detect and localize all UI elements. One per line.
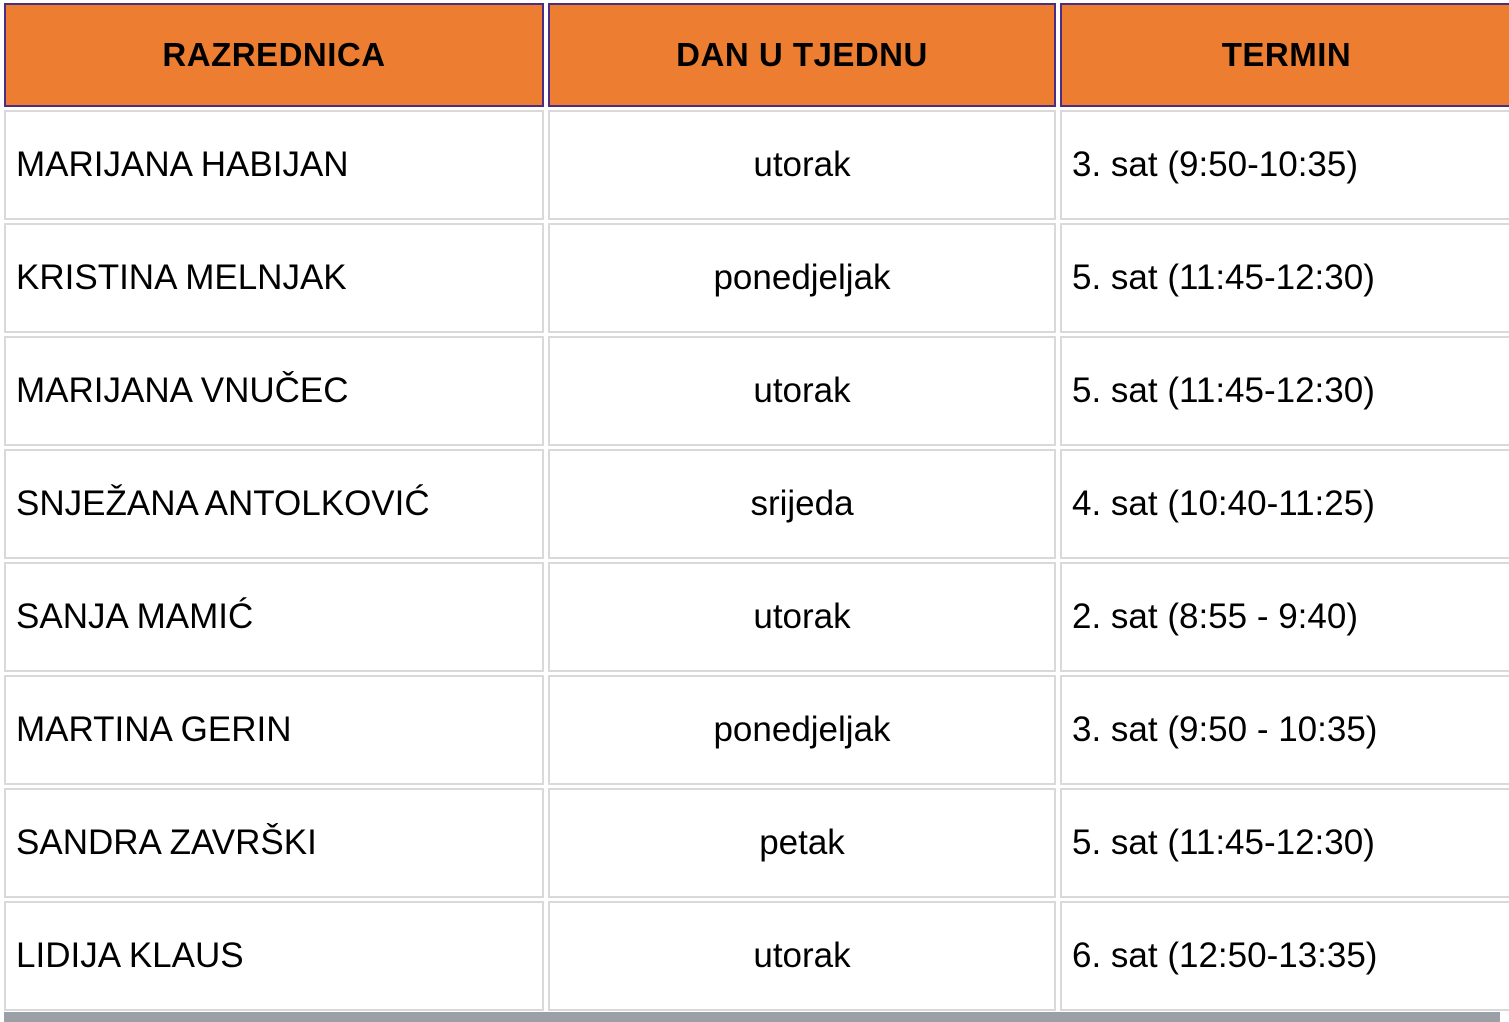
- table-body: [4, 110, 1509, 1011]
- table-row: [4, 223, 1509, 333]
- table-row: [4, 110, 1509, 220]
- cell-dan: ponedjeljak: [548, 675, 1056, 785]
- cell-razrednica: SANJA MAMIĆ: [4, 562, 544, 672]
- cell-dan: srijeda: [548, 449, 1056, 559]
- cell-termin: 2. sat (8:55 - 9:40): [1060, 562, 1509, 672]
- cell-termin: 3. sat (9:50 - 10:35): [1060, 675, 1509, 785]
- column-header-razrednica: RAZREDNICA: [4, 3, 544, 107]
- cell-termin: 5. sat (11:45-12:30): [1060, 223, 1509, 333]
- bottom-divider: [4, 1012, 1500, 1022]
- header-row: [4, 3, 1509, 107]
- column-header-dan-u-tjednu: DAN U TJEDNU: [548, 3, 1056, 107]
- cell-termin: 4. sat (10:40-11:25): [1060, 449, 1509, 559]
- cell-razrednica: LIDIJA KLAUS: [4, 901, 544, 1011]
- cell-termin: 5. sat (11:45-12:30): [1060, 336, 1509, 446]
- cell-razrednica: MARIJANA HABIJAN: [4, 110, 544, 220]
- table-header: [4, 3, 1509, 107]
- table-row: [4, 562, 1509, 672]
- cell-razrednica: SANDRA ZAVRŠKI: [4, 788, 544, 898]
- cell-dan: petak: [548, 788, 1056, 898]
- table-row: [4, 336, 1509, 446]
- cell-termin: 5. sat (11:45-12:30): [1060, 788, 1509, 898]
- cell-dan: utorak: [548, 901, 1056, 1011]
- cell-dan: utorak: [548, 110, 1056, 220]
- cell-razrednica: KRISTINA MELNJAK: [4, 223, 544, 333]
- table-row: [4, 901, 1509, 1011]
- cell-razrednica: MARTINA GERIN: [4, 675, 544, 785]
- cell-dan: utorak: [548, 562, 1056, 672]
- cell-dan: utorak: [548, 336, 1056, 446]
- table-row: [4, 675, 1509, 785]
- cell-razrednica: MARIJANA VNUČEC: [4, 336, 544, 446]
- table-row: [4, 449, 1509, 559]
- cell-termin: 6. sat (12:50-13:35): [1060, 901, 1509, 1011]
- cell-termin: 3. sat (9:50-10:35): [1060, 110, 1509, 220]
- table-row: [4, 788, 1509, 898]
- cell-dan: ponedjeljak: [548, 223, 1056, 333]
- cell-razrednica: SNJEŽANA ANTOLKOVIĆ: [4, 449, 544, 559]
- column-header-termin: TERMIN: [1060, 3, 1509, 107]
